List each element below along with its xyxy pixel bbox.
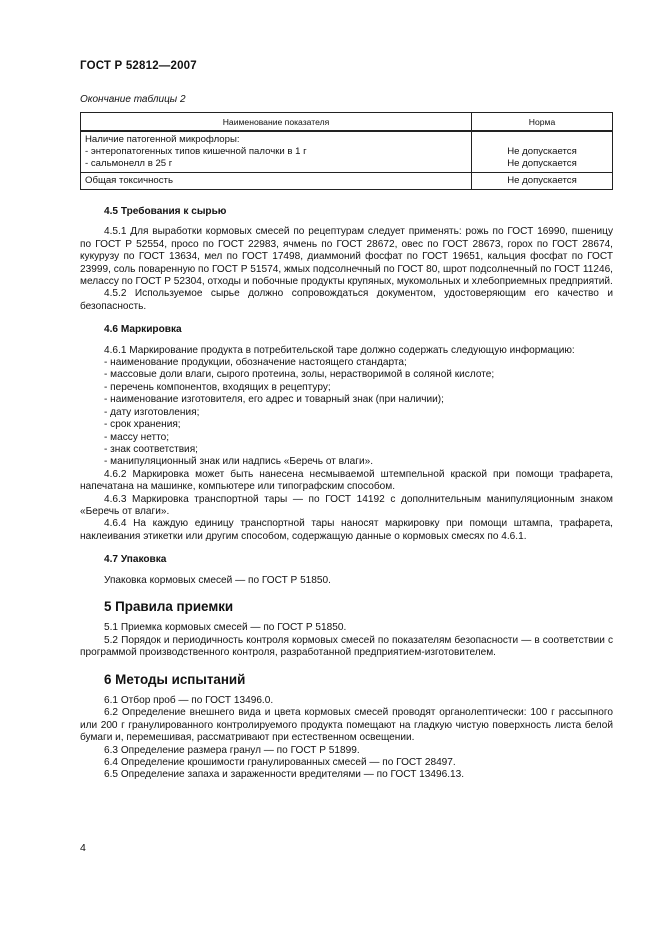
norm-text: Не допускается [507, 146, 577, 157]
indicator-text: Общая токсичность [85, 175, 173, 186]
paragraph: 5.2 Порядок и периодичность контроля кормовых смесей по показателям безопасности — в соответствии с программой производственного контроля, разработанной предприятием-изготовителем. [80, 634, 613, 659]
norm-cell [472, 173, 613, 190]
document-body [80, 203, 613, 782]
section-heading: 4.5 Требования к сырью [104, 206, 227, 217]
list-item: - манипуляционный знак или надпись «Беречь от влаги». [104, 456, 374, 468]
indicator-table [80, 112, 613, 190]
list-item: - массовые доли влаги, сырого протеина, золы, нерастворимой в соляной кислоте; [104, 369, 495, 381]
chapter-heading: 5 Правила приемки [104, 598, 234, 614]
norm-text: Не допускается [507, 158, 577, 169]
chapter-heading: 6 Методы испытаний [104, 671, 246, 687]
list-item: - наименование изготовителя, его адрес и товарный знак (при наличии); [104, 394, 444, 406]
paragraph: 4.6.1 Маркирование продукта в потребительской таре должно содержать следующую информацию: [104, 344, 575, 356]
list-item: - знак соответствия; [104, 443, 198, 455]
paragraph: 5.1 Приемка кормовых смесей — по ГОСТ Р 51850. [104, 622, 347, 634]
paragraph: 4.6.2 Маркировка может быть нанесена несмываемой штемпельной краской при помощи трафарета, напечатана на машинке, компьютере или типографским способом. [80, 468, 613, 493]
indicator-cell [81, 173, 472, 190]
paragraph: 6.4 Определение крошимости гранулированных смесей — по ГОСТ 28497. [104, 757, 456, 769]
list-item: - наименование продукции, обозначение настоящего стандарта; [104, 357, 407, 369]
section-heading: 4.6 Маркировка [104, 324, 182, 336]
paragraph: 6.3 Определение размера гранул — по ГОСТ Р 51899. [104, 744, 360, 756]
paragraph: 6.1 Отбор проб — по ГОСТ 13496.0. [104, 695, 274, 706]
table-row [81, 131, 613, 173]
column-header-norm: Норма [472, 113, 613, 132]
paragraph: 6.5 Определение запаха и зараженности вредителями — по ГОСТ 13496.13. [104, 769, 465, 781]
indicator-text: - энтеропатогенных типов кишечной палочки в 1 г [85, 146, 307, 157]
paragraph: 4.5.1 Для выработки кормовых смесей по рецептурам следует применять: рожь по ГОСТ 16990, пшеницу по ГОСТ Р 52554, просо по ГОСТ 22983, ячмень по ГОСТ 28672, овес по ГОСТ 28673, горох по ГОСТ 28674, кукурузу по ГОСТ 13634, мел по ГОСТ 17498, диаммоний фосфат по ГОСТ 19651, кальция фосфат по ГОСТ 23999, соль поваренную по ГОСТ Р 51574, жмых подсолнечный по ГОСТ 80, шрот подсолнечный по ГОСТ 11246, мелассу по ГОСТ Р 52304, отходы и побочные продукты крупяных, мукомольных и хлебоприемных предприятий. [80, 226, 613, 288]
norm-text: Не допускается [507, 175, 577, 186]
standard-header: ГОСТ Р 52812—2007 [80, 60, 197, 72]
page-number: 4 [80, 842, 86, 854]
paragraph: 6.2 Определение внешнего вида и цвета кормовых смесей проводят органолептически: 100 г рассыпного или 200 г гранулированного контролируемого продукта помещают на гладкую чистую поверхность листа белой бумаги и, перемешивая, рассматривают при естественном освещении. [80, 707, 613, 744]
indicator-cell [81, 131, 472, 173]
paragraph: 4.5.2 Используемое сырье должно сопровождаться документом, удостоверяющим его качество и безопасность. [80, 288, 613, 312]
indicator-text: - сальмонелл в 25 г [85, 158, 173, 169]
paragraph: Упаковка кормовых смесей — по ГОСТ Р 51850. [104, 574, 331, 586]
indicator-text: Наличие патогенной микрофлоры: [85, 134, 240, 145]
list-item: - срок хранения; [104, 419, 181, 431]
table-caption: Окончание таблицы 2 [80, 94, 186, 105]
paragraph: 4.6.4 На каждую единицу транспортной тары наносят маркировку при помощи штампа, трафарета, наклеивания этикетки или другим способом, содержащую данные о кормовых смесях по 4.6.1. [80, 518, 613, 542]
table-header-row [81, 113, 613, 132]
section-heading: 4.7 Упаковка [104, 554, 167, 566]
paragraph: 4.6.3 Маркировка транспортной тары — по ГОСТ 14192 с дополнительным манипуляционным знаком «Беречь от влаги». [80, 493, 613, 517]
norm-cell [472, 131, 613, 173]
list-item: - массу нетто; [104, 431, 170, 443]
column-header-indicator: Наименование показателя [81, 113, 472, 132]
table-row [81, 173, 613, 190]
list-item: - перечень компонентов, входящих в рецептуру; [104, 381, 331, 393]
list-item: - дату изготовления; [104, 406, 200, 418]
